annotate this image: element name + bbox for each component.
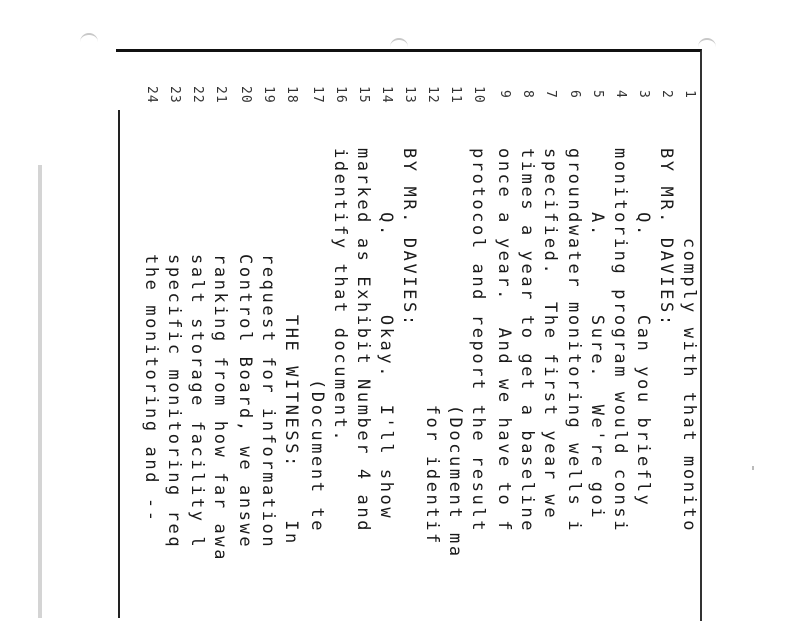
transcript-line: request for information	[258, 254, 278, 550]
margin-rule	[118, 110, 120, 618]
transcript-line: comply with that monito	[679, 148, 699, 534]
transcript-line: groundwater monitoring wells i	[564, 148, 584, 534]
punch-hole-mark	[80, 33, 98, 45]
transcript-line: monitoring program would consi	[610, 148, 630, 534]
line-number: 23	[167, 86, 182, 104]
line-number: 14	[379, 86, 394, 104]
transcript-line: Q. Can you briefly	[633, 148, 653, 508]
line-number: 3	[636, 90, 651, 99]
transcript-line: (Document ma	[445, 148, 465, 559]
line-number: 13	[402, 86, 417, 104]
line-number: 22	[190, 86, 205, 104]
scan-speck	[752, 466, 754, 470]
line-number: 15	[356, 86, 371, 104]
line-number: 24	[144, 86, 159, 104]
line-number: 21	[213, 86, 228, 104]
transcript-line: times a year to get a baseline	[517, 148, 537, 534]
line-number: 19	[261, 86, 276, 104]
line-number: 9	[497, 90, 512, 99]
line-number: 10	[471, 86, 486, 104]
line-number: 18	[284, 86, 299, 104]
transcript-line: specified. The first year we	[540, 148, 560, 521]
transcript-line: identify that document.	[330, 148, 350, 444]
transcript-line: protocol and report the result	[468, 148, 488, 534]
line-number: 8	[520, 90, 535, 99]
line-number: 12	[425, 86, 440, 104]
transcript-line: Q. Okay. I'll show	[376, 148, 396, 521]
transcript-line: once a year. And we have to f	[494, 148, 514, 534]
line-number: 11	[448, 86, 463, 104]
line-number: 16	[333, 86, 348, 104]
scan-edge-shadow	[38, 165, 42, 618]
transcript-line: for identif	[422, 148, 442, 546]
transcript-line: the monitoring and --	[141, 254, 161, 524]
transcript-line: BY MR. DAVIES:	[656, 148, 676, 328]
line-number: 17	[310, 86, 325, 104]
line-number: 20	[238, 86, 253, 104]
line-number: 4	[613, 90, 628, 99]
transcript-line: (Document te	[307, 148, 327, 534]
line-number: 1	[682, 90, 697, 99]
transcript-line: marked as Exhibit Number 4 and	[353, 148, 373, 534]
transcript-line: specific monitoring req	[164, 254, 184, 550]
line-number: 5	[590, 90, 605, 99]
transcript-line: A. Sure. We're goi	[587, 148, 607, 521]
transcript-line: BY MR. DAVIES:	[399, 148, 419, 328]
line-number: 7	[543, 90, 558, 99]
transcript-line: salt storage facility l	[187, 254, 207, 550]
transcript-line: THE WITNESS: In	[281, 148, 301, 546]
line-number: 6	[567, 90, 582, 99]
line-number: 2	[659, 90, 674, 99]
transcript-line: Control Board, we answe	[235, 254, 255, 550]
transcript-line: ranking from how far awa	[210, 254, 230, 563]
